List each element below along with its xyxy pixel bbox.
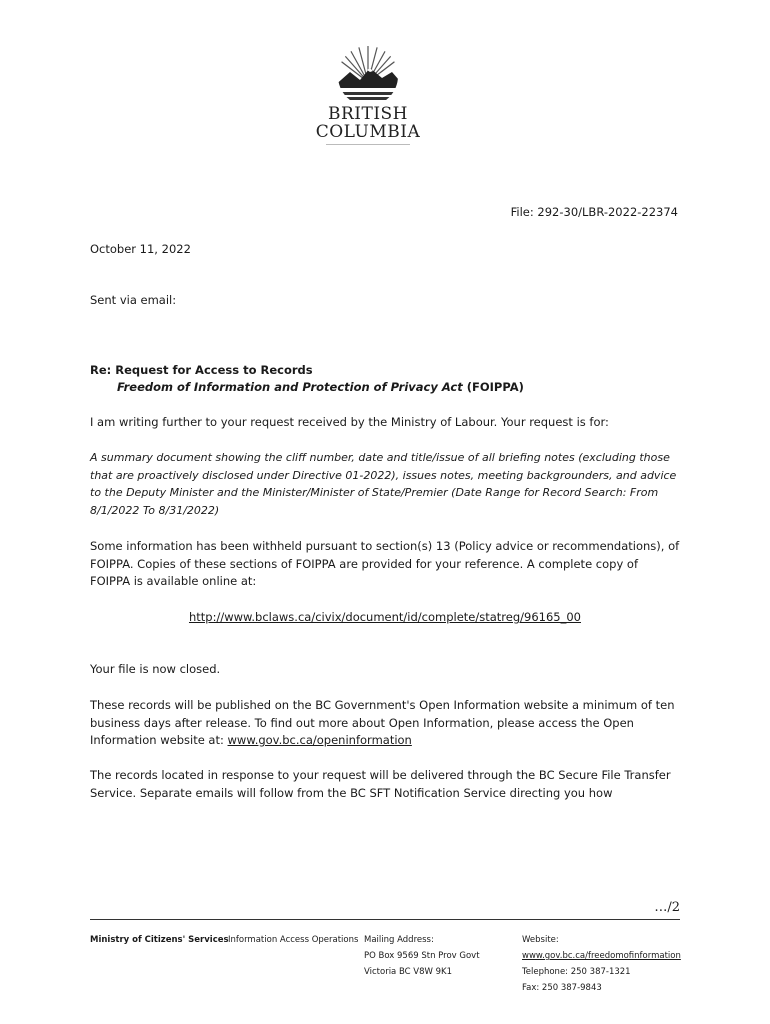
file-reference: File: 292-30/LBR-2022-22374 [510,205,678,219]
act-abbreviation: (FOIPPA) [462,380,524,394]
bclaws-link[interactable]: http://www.bclaws.ca/civix/document/id/complete/statreg/96165_00 [188,610,581,624]
request-summary: A summary document showing the cliff number, date and title/issue of all briefing notes (excluding those that are proactively disclosed under Directive 01-2022), issues notes, meeting backgrounders, and advice to the Deputy Minister and the Minister/Minister of State/Premier (Date Range for Record Search: From 8/1/2022 To 8/31/2022) [90,451,677,517]
intro-paragraph: I am writing further to your request received by the Ministry of Labour. Your request is for: [90,415,609,429]
page-continuation: …/2 [654,900,680,915]
footer-contact [522,932,681,996]
letter-date: October 11, 2022 [90,242,191,256]
footer-divider [90,919,680,920]
mailing-line1: PO Box 9569 Stn Prov Govt [364,951,480,961]
footer-mailing-address [364,932,480,980]
telephone: Telephone: 250 387-1321 [522,967,631,977]
subject-line: Re: Request for Access to Records [90,363,313,377]
website-label: Website: [522,935,559,945]
act-name: Freedom of Information and Protection of Privacy Act [117,380,463,394]
fax: Fax: 250 387-9843 [522,983,602,993]
file-closed-paragraph: Your file is now closed. [90,662,221,676]
sent-via-email: Sent via email: [90,293,177,307]
logo-wordmark-line1: BRITISH [327,104,409,124]
bc-crest-icon [312,42,424,102]
open-information-paragraph [90,697,680,750]
open-information-link[interactable]: www.gov.bc.ca/openinformation [227,733,412,747]
mailing-label: Mailing Address: [364,935,434,945]
subject-act-line [117,380,524,394]
mailing-line2: Victoria BC V8W 9K1 [364,967,453,977]
records-delivery-paragraph: The records located in response to your request will be delivered through the BC Secure File Transfer Service. Separate emails will follow from the BC SFT Notification Service directing you how [90,768,671,800]
bclaws-link-line [90,609,680,627]
footer-ministry: Ministry of Citizens' Services [90,935,229,945]
footer-office: Information Access Operations [228,935,359,945]
logo-wordmark-line2: COLUMBIA [315,122,421,142]
open-information-text: These records will be published on the BC Government's Open Information website a minimum of ten business days after release. To find out more about Open Information, please access the Open Information website at: [90,698,675,747]
logo-divider [326,144,410,145]
bc-logo [312,42,424,150]
withheld-paragraph: Some information has been withheld pursuant to section(s) 13 (Policy advice or recommendations), of FOIPPA. Copies of these sections of FOIPPA are provided for your reference. A complete copy of FOIPPA is available online at: [90,539,680,588]
foi-website-link[interactable]: www.gov.bc.ca/freedomofinformation [522,951,681,961]
